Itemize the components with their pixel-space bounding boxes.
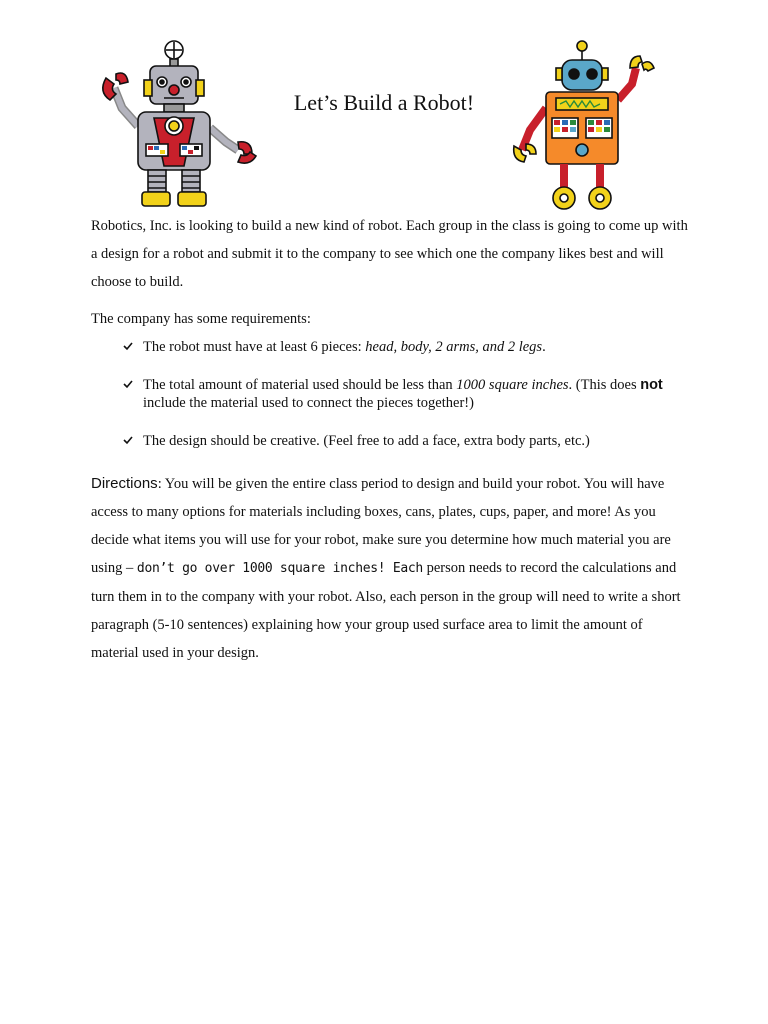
list-item: [91, 338, 691, 356]
directions-paragraph: [91, 470, 691, 667]
requirement-emphasis: head, body, 2 arms, and 2 legs: [365, 339, 543, 355]
directions-text: : You will be given the entire class period to design and build your robot. You will have access to many options for materials including boxes, cans, plates, cups, paper, and more! As you decide what items you will use for your robot, make sure you determine how much material you are using –: [91, 476, 671, 576]
list-item: [91, 376, 691, 412]
orange-robot-illustration: [506, 38, 656, 213]
document-body: [91, 212, 691, 667]
requirement-text: include the material used to connect the pieces together!): [143, 395, 474, 411]
requirement-text: The robot must have at least 6 pieces:: [143, 339, 366, 355]
gray-robot-illustration: [92, 38, 264, 210]
list-item: [91, 432, 691, 450]
requirements-list: [91, 338, 691, 450]
page-title: Let’s Build a Robot!: [293, 90, 475, 115]
requirements-intro: The company has some requirements:: [91, 311, 311, 327]
requirement-strong: not: [640, 377, 663, 393]
requirement-text: The design should be creative. (Feel free to add a face, extra body parts, etc.): [143, 433, 590, 449]
requirement-text: . (This does: [568, 377, 641, 393]
requirement-text: The total amount of material used should be less than: [143, 377, 457, 393]
checkmark-icon: [123, 433, 133, 447]
intro-paragraph: Robotics, Inc. is looking to build a new kind of robot. Each group in the class is going to come up with a design for a robot and submit it to the company to see which one the company likes best and will choose to build.: [91, 218, 688, 290]
requirement-emphasis: 1000 square inches: [456, 377, 569, 393]
requirement-text: .: [542, 339, 546, 355]
checkmark-icon: [123, 339, 133, 353]
directions-handwritten-text: don’t go over 1000 square inches! Each: [136, 561, 423, 576]
directions-text: person needs to record the calculations and turn them in to the company with your robot. Also, each person in the group will need to write a short paragraph (5-10 sentences) explaining how your group used surface area to limit the amount of material used in your design.: [91, 560, 681, 661]
directions-label: Directions: [91, 475, 158, 492]
checkmark-icon: [123, 377, 133, 391]
